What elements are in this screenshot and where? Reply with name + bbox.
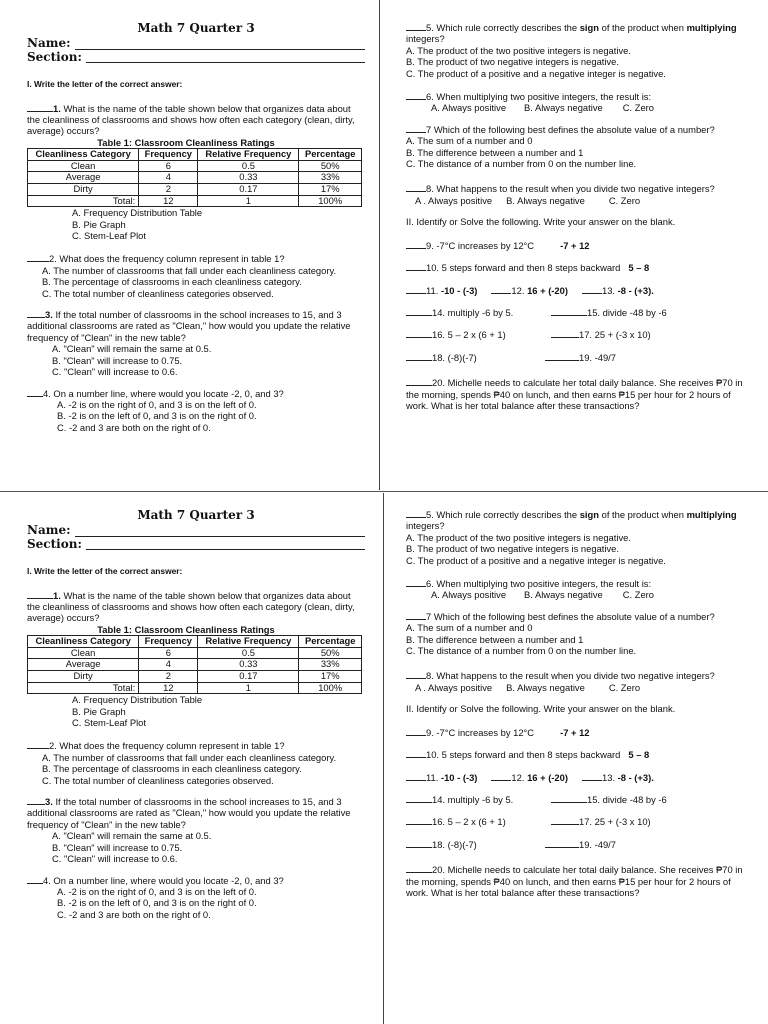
option[interactable]: A. "Clean" will remain the same at 0.5.	[52, 830, 212, 842]
option[interactable]: C. -2 and 3 are both on the right of 0.	[57, 908, 211, 920]
answer-blank[interactable]	[491, 780, 511, 781]
table-row: Clean 6 0.5 50%	[28, 160, 362, 172]
answer-blank[interactable]	[406, 337, 432, 338]
answer-blank[interactable]	[27, 317, 45, 318]
question-8: 8. What happens to the result when you divide two negative integers? A . Always positive B. Always negative C. Zero	[406, 670, 746, 693]
answer-blank[interactable]	[545, 847, 579, 848]
section-field[interactable]: Section:	[27, 52, 365, 63]
question-10: 10. 5 steps forward and then 8 steps backward 5 – 8	[406, 749, 746, 760]
answer-blank[interactable]	[406, 619, 426, 620]
question-4: 4. On a number line, where would you locate -2, 0, and 3? A. -2 is on the right of 0, and 3 is on the left of 0. B. -2 is on the left of 0, and 3 is on the right of 0. C. -2 and 3 are both on the right of 0.	[27, 875, 365, 921]
option[interactable]: B. The product of two negative integers is negative.	[406, 543, 619, 555]
question-6: 6. When multiplying two positive integers, the result is: A. Always positive B. Always negative C. Zero	[406, 578, 746, 601]
answer-blank[interactable]	[406, 99, 426, 100]
answer-blank[interactable]	[406, 30, 426, 31]
question-9: 9. -7°C increases by 12°C -7 + 12	[406, 240, 746, 251]
answer-blank[interactable]	[551, 802, 587, 803]
option[interactable]: A. The sum of a number and 0	[406, 135, 533, 147]
answer-blank[interactable]	[27, 111, 53, 112]
part1-instruction: I. Write the letter of the correct answer:	[27, 79, 183, 90]
option[interactable]: A. Always positive	[431, 589, 507, 601]
option[interactable]: B. The product of two negative integers is negative.	[406, 56, 619, 68]
option[interactable]: A. The number of classrooms that fall under each cleanliness category.	[42, 264, 337, 276]
worksheet-title: Math 7 Quarter 3	[137, 508, 255, 522]
question-20: 20. Michelle needs to calculate her total daily balance. She receives ₱70 in the morning, spends ₱40 on lunch, and then earns ₱15 per hour for 2 hours of work. What is her total balance after these transactions?	[406, 377, 743, 411]
option[interactable]: A. Always positive	[431, 102, 507, 114]
questions-14-15: 14. multiply -6 by 5. 15. divide -48 by -6	[406, 794, 746, 805]
option[interactable]: C. The product of a positive and a negative integer is negative.	[406, 67, 666, 79]
questions-18-19: 18. (-8)(-7) 19. -49/7	[406, 839, 746, 850]
answer-blank[interactable]	[27, 598, 53, 599]
answer-blank[interactable]	[406, 293, 426, 294]
option[interactable]: B. Always negative	[524, 102, 603, 114]
table-row: Total: 12 1 100%	[28, 682, 362, 694]
answer-blank[interactable]	[545, 360, 579, 361]
option[interactable]: B. The difference between a number and 1	[406, 146, 584, 158]
left-column	[27, 8, 365, 443]
right-column	[406, 22, 746, 411]
option[interactable]: C. "Clean" will increase to 0.6.	[52, 366, 178, 378]
option[interactable]: A. The number of classrooms that fall under each cleanliness category.	[42, 751, 337, 763]
name-line[interactable]	[75, 526, 365, 537]
option[interactable]: B. Pie Graph	[72, 218, 126, 230]
answer-blank[interactable]	[406, 517, 426, 518]
question-1: 1. What is the name of the table shown below that organizes data about the cleanliness of classrooms and shows how often each category (clean, dirty, average) occurs? Table 1: Classroom Cleanliness Ratings Cleanliness Category Frequency Relative Frequency Percentage Clean 6 0.5 50% Average 4 0.33 33% Dirty 2 0.17 17% Total: 12 1 100% A. Frequency Distribution Table B. Pie Graph C. Stem-Leaf Plot	[27, 590, 365, 729]
table-row: Average 4 0.33 33%	[28, 659, 362, 671]
question-6: 6. When multiplying two positive integers, the result is: A. Always positive B. Always negative C. Zero	[406, 91, 746, 114]
part2-instruction: II. Identify or Solve the following. Write your answer on the blank.	[406, 216, 676, 228]
answer-blank[interactable]	[406, 802, 432, 803]
question-7: 7 Which of the following best defines the absolute value of a number? A. The sum of a number and 0 B. The difference between a number and 1 C. The distance of a number from 0 on the number line.	[406, 611, 746, 657]
answer-blank[interactable]	[406, 824, 432, 825]
option[interactable]: C. Zero	[622, 102, 654, 114]
option[interactable]: A. The product of the two positive integers is negative.	[406, 531, 631, 543]
option[interactable]: C. -2 and 3 are both on the right of 0.	[57, 421, 211, 433]
table-caption: Table 1: Classroom Cleanliness Ratings	[97, 136, 275, 148]
frequency-table: Cleanliness Category Frequency Relative Frequency Percentage Clean 6 0.5 50% Average 4 0.33 33% Dirty 2 0.17 17% Total: 12 1 100%	[27, 148, 362, 207]
table-row: Total: 12 1 100%	[28, 195, 362, 207]
questions-11-13: 11. -10 - (-3) 12. 16 + (-20) 13. -8 - (+3).	[406, 772, 746, 783]
answer-blank[interactable]	[27, 396, 43, 397]
answer-blank[interactable]	[406, 780, 426, 781]
answer-blank[interactable]	[406, 872, 432, 873]
answer-blank[interactable]	[491, 293, 511, 294]
option[interactable]: B. -2 is on the left of 0, and 3 is on the right of 0.	[57, 897, 257, 909]
option[interactable]: B. "Clean" will increase to 0.75.	[52, 354, 183, 366]
section-line[interactable]	[86, 539, 365, 550]
answer-blank[interactable]	[406, 315, 432, 316]
option[interactable]: C. Zero	[608, 681, 641, 693]
table-row: Average 4 0.33 33%	[28, 172, 362, 184]
option[interactable]: C. The total number of cleanliness categories observed.	[42, 774, 274, 786]
question-7: 7 Which of the following best defines the absolute value of a number? A. The sum of a number and 0 B. The difference between a number and 1 C. The distance of a number from 0 on the number line.	[406, 124, 746, 170]
part1-instruction: I. Write the letter of the correct answer:	[27, 566, 183, 577]
option[interactable]: B. "Clean" will increase to 0.75.	[52, 841, 183, 853]
option[interactable]: C. The distance of a number from 0 on the number line.	[406, 158, 637, 170]
questions-16-17: 16. 5 – 2 x (6 + 1) 17. 25 + (-3 x 10)	[406, 329, 746, 340]
answer-blank[interactable]	[406, 132, 426, 133]
answer-blank[interactable]	[551, 824, 579, 825]
option[interactable]: B. Always negative	[506, 681, 585, 693]
worksheet-copy-top	[0, 8, 768, 508]
option[interactable]: A. -2 is on the right of 0, and 3 is on the left of 0.	[57, 885, 257, 897]
answer-blank[interactable]	[406, 735, 426, 736]
question-3: 3. If the total number of classrooms in the school increases to 15, and 3 additional classrooms are rated as "Clean," how would you update the relative frequency of "Clean" in the new table? A. "Clean" will remain the same at 0.5. B. "Clean" will increase to 0.75. C. "Clean" will increase to 0.6.	[27, 796, 365, 864]
frequency-table: Cleanliness Category Frequency Relative Frequency Percentage Clean 6 0.5 50% Average 4 0.33 33% Dirty 2 0.17 17% Total: 12 1 100%	[27, 635, 362, 694]
question-3: 3. If the total number of classrooms in the school increases to 15, and 3 additional classrooms are rated as "Clean," how would you update the relative frequency of "Clean" in the new table? A. "Clean" will remain the same at 0.5. B. "Clean" will increase to 0.75. C. "Clean" will increase to 0.6.	[27, 309, 365, 377]
question-10: 10. 5 steps forward and then 8 steps backward 5 – 8	[406, 262, 746, 273]
name-field[interactable]: Name:	[27, 38, 365, 49]
answer-blank[interactable]	[406, 385, 432, 386]
option[interactable]: C. The total number of cleanliness categories observed.	[42, 287, 274, 299]
table-caption: Table 1: Classroom Cleanliness Ratings	[97, 623, 275, 635]
table-row: Clean 6 0.5 50%	[28, 647, 362, 659]
answer-blank[interactable]	[406, 191, 426, 192]
section-line[interactable]	[86, 52, 365, 63]
option[interactable]: C. Zero	[622, 589, 654, 601]
option[interactable]: C. The distance of a number from 0 on the number line.	[406, 645, 637, 657]
answer-blank[interactable]	[406, 757, 426, 758]
option[interactable]: C. Stem-Leaf Plot	[72, 230, 146, 242]
answer-blank[interactable]	[406, 586, 426, 587]
questions-11-13: 11. -10 - (-3) 12. 16 + (-20) 13. -8 - (+3).	[406, 285, 746, 296]
answer-blank[interactable]	[27, 883, 43, 884]
questions-18-19: 18. (-8)(-7) 19. -49/7	[406, 352, 746, 363]
answer-blank[interactable]	[551, 337, 579, 338]
answer-blank[interactable]	[27, 804, 45, 805]
option[interactable]: A . Always positive	[415, 194, 493, 206]
question-2: 2. What does the frequency column represent in table 1? A. The number of classrooms that fall under each cleanliness category. B. The percentage of classrooms in each cleanliness category. C. The total number of cleanliness categories observed.	[27, 740, 365, 786]
answer-blank[interactable]	[406, 248, 426, 249]
option[interactable]: C. The product of a positive and a negative integer is negative.	[406, 554, 666, 566]
option[interactable]: B. Always negative	[506, 194, 585, 206]
option[interactable]: B. The percentage of classrooms in each cleanliness category.	[42, 276, 302, 288]
name-field[interactable]: Name:	[27, 525, 365, 536]
question-20: 20. Michelle needs to calculate her total daily balance. She receives ₱70 in the morning, spends ₱40 on lunch, and then earns ₱15 per hour for 2 hours of work. What is her total balance after these transactions?	[406, 864, 743, 898]
worksheet-copy-bottom	[0, 495, 768, 995]
option[interactable]: B. The percentage of classrooms in each cleanliness category.	[42, 763, 302, 775]
question-1: 1. What is the name of the table shown below that organizes data about the cleanliness of classrooms and shows how often each category (clean, dirty, average) occurs? Table 1: Classroom Cleanliness Ratings Cleanliness Category Frequency Relative Frequency Percentage Clean 6 0.5 50% Average 4 0.33 33% Dirty 2 0.17 17% Total: 12 1 100% A. Frequency Distribution Table B. Pie Graph C. Stem-Leaf Plot	[27, 103, 365, 242]
option[interactable]: A. The sum of a number and 0	[406, 622, 533, 634]
option[interactable]: B. Pie Graph	[72, 705, 126, 717]
question-5: 5. Which rule correctly describes the sign of the product when multiplying integers? A. The product of the two positive integers is negative. B. The product of two negative integers is negative. C. The product of a positive and a negative integer is negative.	[406, 509, 746, 566]
option[interactable]: C. Stem-Leaf Plot	[72, 717, 146, 729]
option[interactable]: A. -2 is on the right of 0, and 3 is on the left of 0.	[57, 398, 257, 410]
option[interactable]: A. Frequency Distribution Table	[72, 694, 203, 706]
answer-blank[interactable]	[406, 847, 432, 848]
question-9: 9. -7°C increases by 12°C -7 + 12	[406, 727, 746, 738]
question-5: 5. Which rule correctly describes the sign of the product when multiplying integers? A. The product of the two positive integers is negative. B. The product of two negative integers is negative. C. The product of a positive and a negative integer is negative.	[406, 22, 746, 79]
worksheet-title: Math 7 Quarter 3	[137, 21, 255, 35]
option[interactable]: A. "Clean" will remain the same at 0.5.	[52, 343, 212, 355]
option[interactable]: A. Frequency Distribution Table	[72, 207, 203, 219]
option[interactable]: B. The difference between a number and 1	[406, 633, 584, 645]
question-8: 8. What happens to the result when you divide two negative integers? A . Always positive B. Always negative C. Zero	[406, 183, 746, 206]
option[interactable]: A. The product of the two positive integers is negative.	[406, 44, 631, 56]
name-line[interactable]	[75, 39, 365, 50]
right-column	[406, 509, 746, 898]
answer-blank[interactable]	[27, 748, 49, 749]
answer-blank[interactable]	[406, 678, 426, 679]
option[interactable]: C. Zero	[608, 194, 641, 206]
questions-16-17: 16. 5 – 2 x (6 + 1) 17. 25 + (-3 x 10)	[406, 816, 746, 827]
option[interactable]: B. Always negative	[524, 589, 603, 601]
question-4: 4. On a number line, where would you locate -2, 0, and 3? A. -2 is on the right of 0, and 3 is on the left of 0. B. -2 is on the left of 0, and 3 is on the right of 0. C. -2 and 3 are both on the right of 0.	[27, 388, 365, 434]
left-column	[27, 495, 365, 930]
section-field[interactable]: Section:	[27, 539, 365, 550]
answer-blank[interactable]	[406, 270, 426, 271]
table-row: Dirty 2 0.17 17%	[28, 184, 362, 196]
part2-instruction: II. Identify or Solve the following. Write your answer on the blank.	[406, 703, 676, 715]
answer-blank[interactable]	[406, 360, 432, 361]
questions-14-15: 14. multiply -6 by 5. 15. divide -48 by -6	[406, 307, 746, 318]
option[interactable]: A . Always positive	[415, 681, 493, 693]
table-row: Dirty 2 0.17 17%	[28, 671, 362, 683]
answer-blank[interactable]	[582, 780, 602, 781]
question-2: 2. What does the frequency column represent in table 1? A. The number of classrooms that fall under each cleanliness category. B. The percentage of classrooms in each cleanliness category. C. The total number of cleanliness categories observed.	[27, 253, 365, 299]
answer-blank[interactable]	[27, 261, 49, 262]
option[interactable]: B. -2 is on the left of 0, and 3 is on the right of 0.	[57, 410, 257, 422]
answer-blank[interactable]	[551, 315, 587, 316]
answer-blank[interactable]	[582, 293, 602, 294]
option[interactable]: C. "Clean" will increase to 0.6.	[52, 853, 178, 865]
